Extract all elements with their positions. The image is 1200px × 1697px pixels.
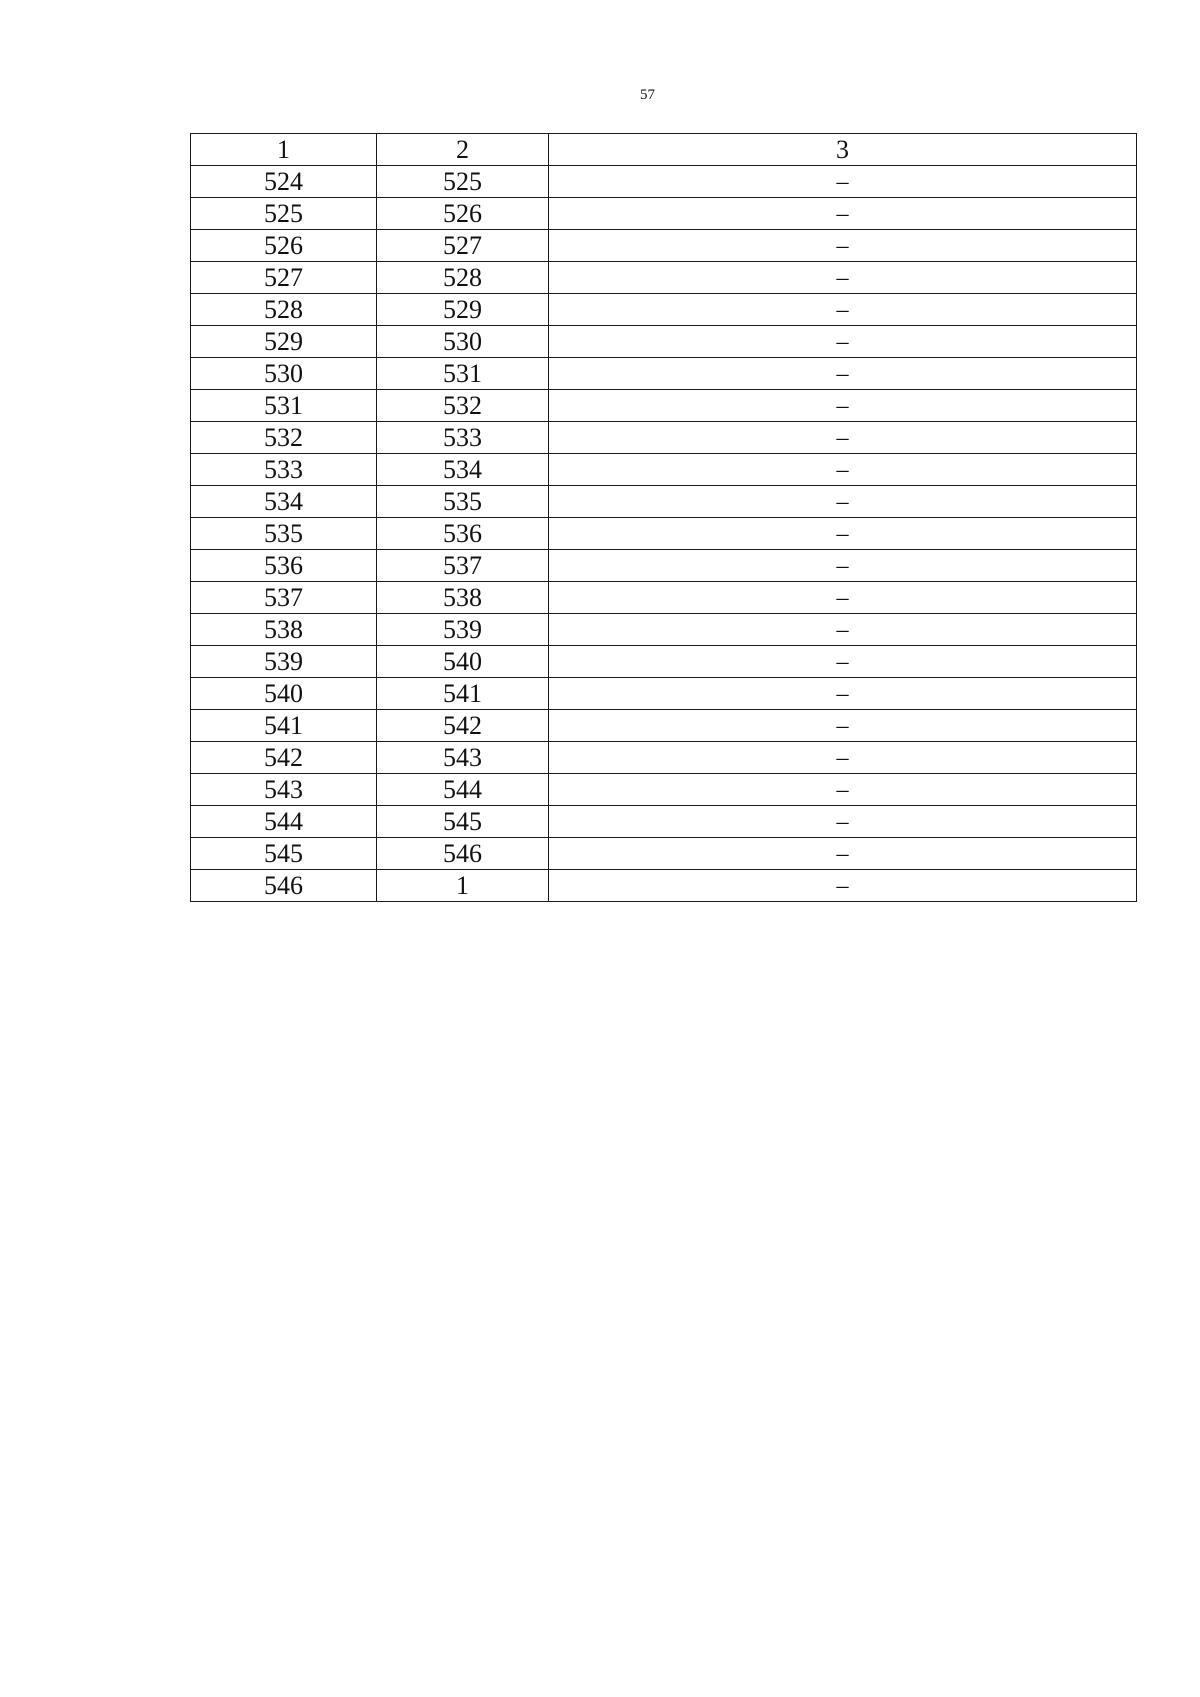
- table-cell-col-1: 534: [191, 486, 377, 518]
- table-cell-col-1: 546: [191, 870, 377, 902]
- table-cell-col-1: 526: [191, 230, 377, 262]
- table-cell-col-1: 536: [191, 550, 377, 582]
- table-cell-col-3: –: [549, 486, 1137, 518]
- table-cell-col-1: 540: [191, 678, 377, 710]
- table-cell-col-3: –: [549, 422, 1137, 454]
- table-cell-col-2: 542: [377, 710, 549, 742]
- table-cell-col-3: –: [549, 678, 1137, 710]
- table-cell-col-3: –: [549, 358, 1137, 390]
- table-cell-col-1: 538: [191, 614, 377, 646]
- table-cell-col-2: 1: [377, 870, 549, 902]
- table-row: [191, 486, 1137, 518]
- table-cell-col-2: 532: [377, 390, 549, 422]
- table-row: [191, 166, 1137, 198]
- table-row: [191, 710, 1137, 742]
- table-row: [191, 806, 1137, 838]
- table-cell-col-3: –: [549, 710, 1137, 742]
- table-row: [191, 422, 1137, 454]
- table-cell-col-3: –: [549, 294, 1137, 326]
- table-cell-col-1: 533: [191, 454, 377, 486]
- table-cell-col-2: 538: [377, 582, 549, 614]
- table-row: [191, 870, 1137, 902]
- table-cell-col-2: 540: [377, 646, 549, 678]
- table-cell-col-3: –: [549, 646, 1137, 678]
- table-cell-col-1: 528: [191, 294, 377, 326]
- table-cell-col-2: 546: [377, 838, 549, 870]
- table-cell-col-2: 533: [377, 422, 549, 454]
- table-cell-col-1: 539: [191, 646, 377, 678]
- column-header-3: 3: [549, 134, 1137, 166]
- table-row: [191, 646, 1137, 678]
- table-row: [191, 294, 1137, 326]
- table-cell-col-3: –: [549, 742, 1137, 774]
- table-cell-col-3: –: [549, 582, 1137, 614]
- table-cell-col-3: –: [549, 390, 1137, 422]
- table-cell-col-3: –: [549, 838, 1137, 870]
- column-header-1: 1: [191, 134, 377, 166]
- table-cell-col-1: 535: [191, 518, 377, 550]
- table-cell-col-1: 544: [191, 806, 377, 838]
- table-cell-col-1: 542: [191, 742, 377, 774]
- table-cell-col-2: 545: [377, 806, 549, 838]
- table-cell-col-2: 536: [377, 518, 549, 550]
- table-cell-col-1: 541: [191, 710, 377, 742]
- table-cell-col-1: 529: [191, 326, 377, 358]
- table-cell-col-3: –: [549, 806, 1137, 838]
- table-cell-col-2: 541: [377, 678, 549, 710]
- table-row: [191, 774, 1137, 806]
- table-row: [191, 358, 1137, 390]
- table-cell-col-3: –: [549, 454, 1137, 486]
- table-cell-col-1: 524: [191, 166, 377, 198]
- table-header: [191, 134, 1137, 166]
- table-cell-col-1: 530: [191, 358, 377, 390]
- table-cell-col-1: 545: [191, 838, 377, 870]
- table-cell-col-1: 527: [191, 262, 377, 294]
- table-row: [191, 550, 1137, 582]
- table-cell-col-3: –: [549, 262, 1137, 294]
- table-cell-col-1: 525: [191, 198, 377, 230]
- table-row: [191, 454, 1137, 486]
- table-row: [191, 678, 1137, 710]
- table-cell-col-3: –: [549, 326, 1137, 358]
- table-row: [191, 742, 1137, 774]
- table-cell-col-1: 543: [191, 774, 377, 806]
- table-cell-col-2: 531: [377, 358, 549, 390]
- table-cell-col-3: –: [549, 518, 1137, 550]
- table-cell-col-2: 537: [377, 550, 549, 582]
- table-cell-col-2: 535: [377, 486, 549, 518]
- table-row: [191, 326, 1137, 358]
- table-cell-col-2: 544: [377, 774, 549, 806]
- table-cell-col-3: –: [549, 614, 1137, 646]
- header-row: [191, 134, 1137, 166]
- table-cell-col-2: 526: [377, 198, 549, 230]
- table-row: [191, 262, 1137, 294]
- table-row: [191, 582, 1137, 614]
- table-row: [191, 614, 1137, 646]
- table-body: [191, 166, 1137, 902]
- table-cell-col-1: 532: [191, 422, 377, 454]
- table-row: [191, 518, 1137, 550]
- page-number: 57: [640, 87, 655, 103]
- table-cell-col-2: 528: [377, 262, 549, 294]
- table-cell-col-3: –: [549, 550, 1137, 582]
- table-row: [191, 230, 1137, 262]
- table-cell-col-2: 527: [377, 230, 549, 262]
- table-cell-col-3: –: [549, 198, 1137, 230]
- data-table: [190, 133, 1137, 902]
- table-row: [191, 198, 1137, 230]
- table-cell-col-2: 534: [377, 454, 549, 486]
- table-cell-col-2: 525: [377, 166, 549, 198]
- table-cell-col-1: 531: [191, 390, 377, 422]
- table-cell-col-2: 543: [377, 742, 549, 774]
- table-cell-col-3: –: [549, 870, 1137, 902]
- column-header-2: 2: [377, 134, 549, 166]
- table-row: [191, 838, 1137, 870]
- table-cell-col-2: 539: [377, 614, 549, 646]
- table-cell-col-3: –: [549, 774, 1137, 806]
- table-cell-col-2: 529: [377, 294, 549, 326]
- table-cell-col-1: 537: [191, 582, 377, 614]
- table-cell-col-3: –: [549, 230, 1137, 262]
- table-row: [191, 390, 1137, 422]
- table-cell-col-2: 530: [377, 326, 549, 358]
- table-cell-col-3: –: [549, 166, 1137, 198]
